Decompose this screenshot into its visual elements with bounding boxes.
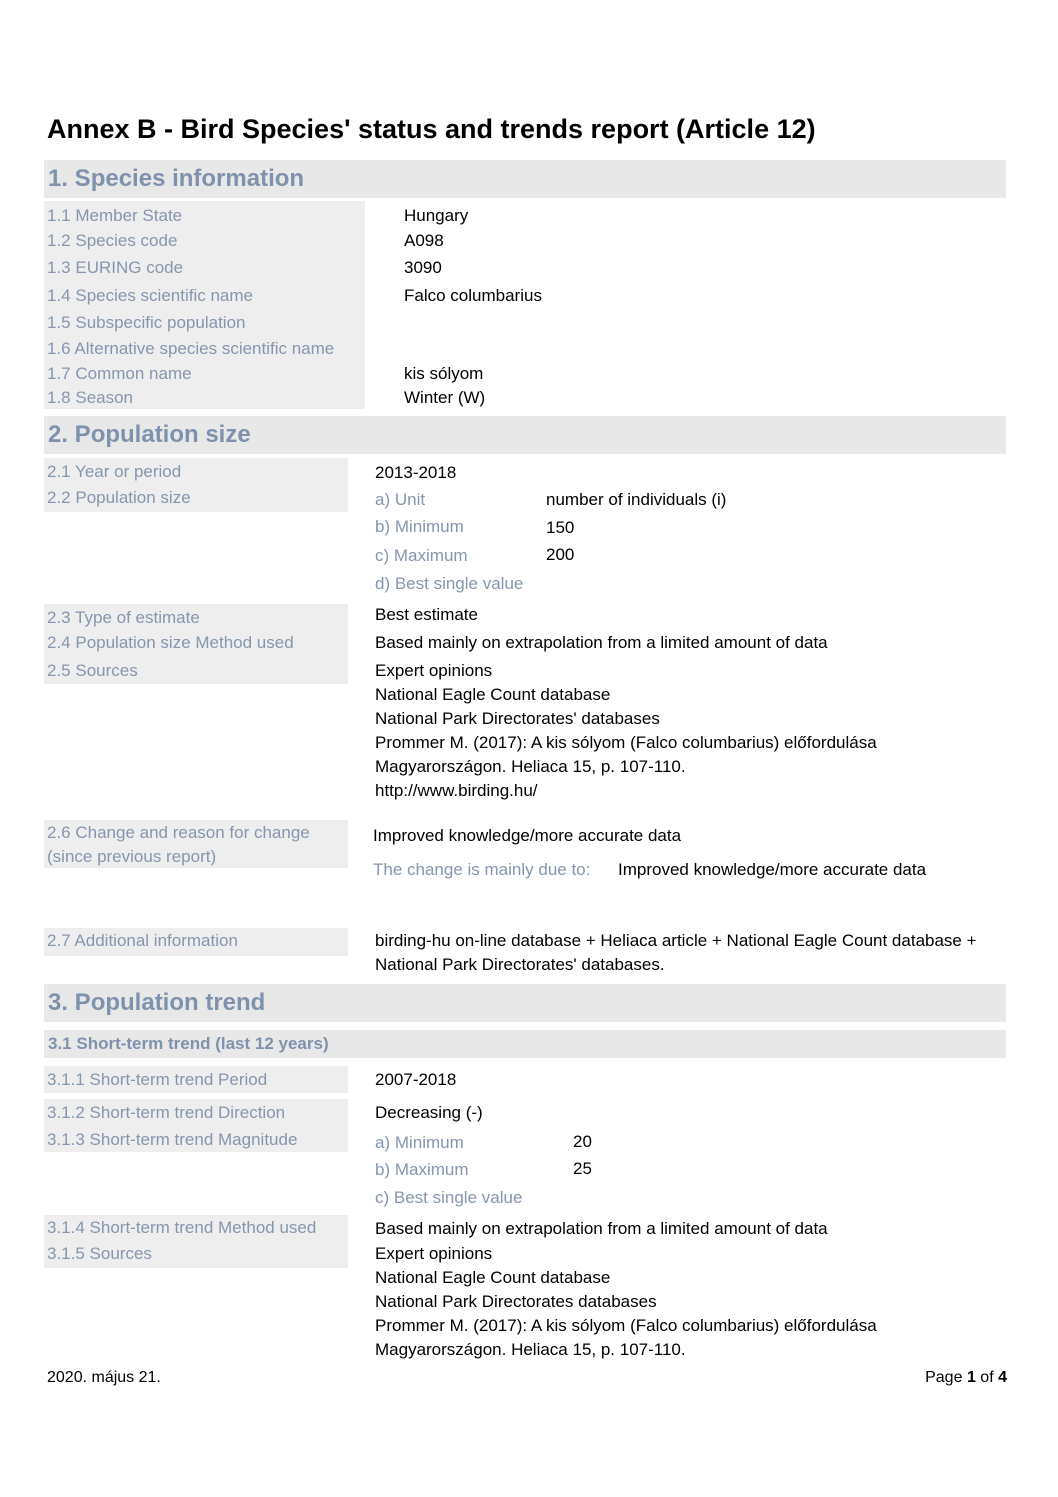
section-heading: 3. Population trend — [48, 989, 266, 1016]
value-trend-maximum: 25 — [573, 1159, 592, 1178]
label-trend-method: 3.1.4 Short-term trend Method used — [47, 1218, 317, 1237]
value-euring-code: 3090 — [404, 258, 442, 277]
value-season: Winter (W) — [404, 388, 486, 407]
value-scientific-name: Falco columbarius — [404, 286, 542, 305]
label-change-reason: 2.6 Change and reason for change — [47, 823, 310, 842]
label-trend-maximum: b) Maximum — [375, 1160, 469, 1179]
value-type-of-estimate: Best estimate — [375, 605, 478, 624]
label-trend-best-value: c) Best single value — [375, 1188, 523, 1207]
value-trend-minimum: 20 — [573, 1132, 592, 1151]
value-change-due: Improved knowledge/more accurate data — [618, 860, 927, 879]
label-type-of-estimate: 2.3 Type of estimate — [47, 608, 200, 627]
section-species-information — [44, 160, 1006, 198]
value-member-state: Hungary — [404, 206, 469, 225]
trend-source-line: Magyarországon. Heliaca 15, p. 107-110. — [375, 1340, 686, 1359]
trend-source-line: National Eagle Count database — [375, 1268, 611, 1287]
label-euring-code: 1.3 EURING code — [47, 258, 184, 277]
value-trend-period: 2007-2018 — [375, 1070, 457, 1089]
source-line: http://www.birding.hu/ — [375, 781, 538, 800]
section-heading: 1. Species information — [48, 165, 305, 192]
trend-source-line: National Park Directorates databases — [375, 1292, 657, 1311]
label-trend-minimum: a) Minimum — [375, 1133, 464, 1152]
trend-source-line: Expert opinions — [375, 1244, 493, 1263]
label-additional-info: 2.7 Additional information — [47, 931, 238, 950]
value-species-code: A098 — [404, 231, 444, 250]
value-change-reason: Improved knowledge/more accurate data — [373, 826, 682, 845]
value-additional-info-line2: National Park Directorates' databases. — [375, 955, 665, 974]
value-additional-info: birding-hu on-line database + Heliaca article + National Eagle Count database + — [375, 931, 977, 950]
page-word: Page — [925, 1369, 963, 1386]
label-method-used: 2.4 Population size Method used — [47, 633, 294, 652]
footer-page-number — [925, 1369, 1007, 1387]
document-title: Annex B - Bird Species' status and trends report (Article 12) — [47, 114, 816, 144]
label-alternative-name: 1.6 Alternative species scientific name — [47, 339, 335, 358]
section-population-size — [44, 416, 1006, 454]
label-population-size: 2.2 Population size — [47, 488, 191, 507]
section-population-trend — [44, 984, 1006, 1022]
label-trend-period: 3.1.1 Short-term trend Period — [47, 1070, 268, 1089]
section-heading: 2. Population size — [48, 421, 251, 448]
label-season: 1.8 Season — [47, 388, 134, 407]
source-line: National Eagle Count database — [375, 685, 611, 704]
of-word: of — [980, 1369, 994, 1386]
label-trend-magnitude: 3.1.3 Short-term trend Magnitude — [47, 1130, 298, 1149]
label-best-value: d) Best single value — [375, 574, 524, 593]
label-species-code: 1.2 Species code — [47, 231, 178, 250]
label-change-due: The change is mainly due to: — [373, 860, 591, 879]
value-trend-direction: Decreasing (-) — [375, 1103, 483, 1122]
trend-source-line: Prommer M. (2017): A kis sólyom (Falco columbarius) előfordulása — [375, 1316, 877, 1335]
label-unit: a) Unit — [375, 490, 426, 509]
value-trend-method: Based mainly on extrapolation from a limited amount of data — [375, 1219, 828, 1238]
value-common-name: kis sólyom — [404, 364, 484, 383]
source-line: Magyarországon. Heliaca 15, p. 107-110. — [375, 757, 686, 776]
label-trend-direction: 3.1.2 Short-term trend Direction — [47, 1103, 286, 1122]
source-line: Prommer M. (2017): A kis sólyom (Falco columbarius) előfordulása — [375, 733, 877, 752]
value-method-used: Based mainly on extrapolation from a limited amount of data — [375, 633, 828, 652]
value-minimum: 150 — [546, 518, 575, 537]
page-current: 1 — [966, 1369, 976, 1386]
label-year-period: 2.1 Year or period — [47, 462, 182, 481]
value-unit: number of individuals (i) — [546, 490, 727, 509]
label-subspecific-population: 1.5 Subspecific population — [47, 313, 246, 332]
value-year-period: 2013-2018 — [375, 463, 457, 482]
subsection-short-term-trend — [44, 1030, 1006, 1058]
label-common-name: 1.7 Common name — [47, 364, 192, 383]
source-line: Expert opinions — [375, 661, 493, 680]
subsection-heading: 3.1 Short-term trend (last 12 years) — [48, 1034, 329, 1053]
value-maximum: 200 — [546, 545, 575, 564]
source-line: National Park Directorates' databases — [375, 709, 660, 728]
label-member-state: 1.1 Member State — [47, 206, 183, 225]
label-sources: 2.5 Sources — [47, 661, 138, 680]
label-trend-sources: 3.1.5 Sources — [47, 1244, 152, 1263]
label-scientific-name: 1.4 Species scientific name — [47, 286, 253, 305]
label-maximum: c) Maximum — [375, 546, 468, 565]
page-total: 4 — [998, 1369, 1007, 1386]
label-change-reason-sub: (since previous report) — [47, 847, 217, 866]
footer-date: 2020. május 21. — [47, 1369, 161, 1386]
label-minimum: b) Minimum — [375, 517, 464, 536]
